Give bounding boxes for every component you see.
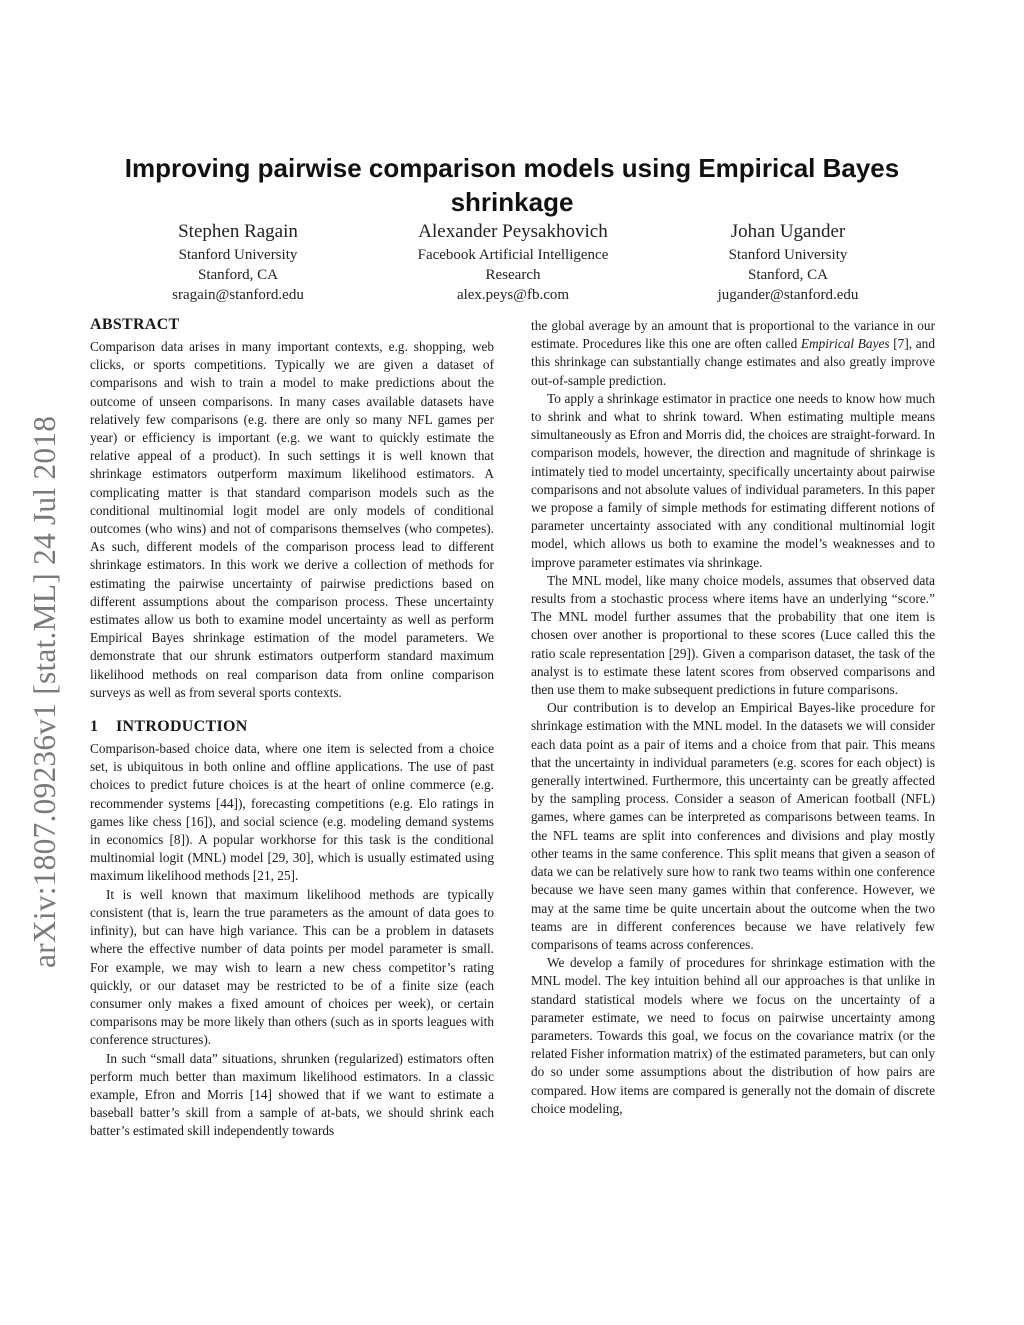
author-location: Stanford, CA — [748, 267, 828, 283]
right-paragraph-2: To apply a shrinkage estimator in practice one needs to know how much to shrink and what to shrink toward. When estimating multiple means simultaneously as Efron and Morris did, the choices are straight-forward. In comparison models, however, the direction and magnitude of shrinkage is intimately tied to model uncertainty, specifically uncertainty about pairwise comparisons and not absolute values of individual parameters. In this paper we propose a family of simple methods for estimating different notions of parameter uncertainty associated with any conditional multinomial logit model, which allows us both to examine the model’s weaknesses and to improve parameter estimates via shrinkage. — [531, 390, 935, 570]
section-number: 1 — [90, 718, 99, 736]
arxiv-stamp: arXiv:1807.09236v1 [stat.ML] 24 Jul 2018 — [27, 415, 62, 968]
author-affiliation: Stanford University — [178, 247, 298, 263]
author-email: alex.peys@fb.com — [456, 287, 570, 303]
author-block-2 — [392, 220, 634, 305]
right-paragraph-1 — [531, 317, 935, 390]
author-affiliation: Stanford University — [728, 247, 848, 263]
text-run: [7], and this shrinkage can substantially change estimates and also greatly improve out-of-sample prediction. — [531, 336, 935, 388]
author-name: Alexander Peysakhovich — [418, 221, 608, 242]
author-location: Stanford, CA — [198, 267, 278, 283]
author-name: Johan Ugander — [730, 221, 846, 242]
section-title: INTRODUCTION — [116, 718, 248, 736]
text-run: the global average by an amount that is proportional to the variance in our estimate. Procedures like this one are often called — [531, 318, 935, 352]
abstract-text: Comparison data arises in many important contexts, e.g. shopping, web clicks, or sports competitions. Typically we are given a dataset of comparisons and wish to train a model to make predictions about the outcome of unseen comparisons. In many cases available datasets have relatively few comparisons (e.g. there are only so many NFL games per year) or efficiency is important (e.g. we want to quickly estimate the relative appeal of a product). In such settings it is well known that shrinkage estimators outperform maximum likelihood estimators. A complicating matter is that standard comparison models such as the conditional multinomial logit model are only models of conditional outcomes (who wins) and not of comparisons themselves (who competes). As such, different models of the comparison process lead to different shrinkage estimators. In this work we derive a collection of methods for estimating the pairwise uncertainty of pairwise predictions based on different assumptions about the comparison process. These uncertainty estimates allow us both to examine model uncertainty as well as perform Empirical Bayes shrinkage estimation of the model parameters. We demonstrate that our shrunk estimators outperform standard maximum likelihood methods on real comparison data from online comparison surveys as well as from several sports contexts. — [90, 339, 494, 700]
paper-title: Improving pairwise comparison models using Empirical Bayes shrinkage — [124, 153, 900, 218]
right-paragraph-5: We develop a family of procedures for shrinkage estimation with the MNL model. The key intuition behind all our approaches is that unlike in standard statistical models where we focus on the uncertainty of a parameter estimate, we need to focus on pairwise uncertainty among parameters. Towards this goal, we focus on the covariance matrix (or the related Fisher information matrix) of the estimated parameters, but can only do so under some assumptions about the distribution of how pairs are compared. How items are compared is generally not the domain of discrete choice modeling, — [531, 955, 935, 1116]
author-email: jugander@stanford.edu — [717, 287, 859, 303]
author-block-3 — [672, 220, 904, 305]
intro-paragraph-2: It is well known that maximum likelihood methods are typically consistent (that is, learn the true parameters as the amount of data goes to infinity), but can have high variance. This can be a problem in datasets where the effective number of data points per model parameter is small. For example, we may wish to learn a new chess competitor’s rating quickly, or our dataset may be restricted to be of a finite size (each consumer only makes a fixed amount of choices per week), or certain comparisons may be more likely than others (such as in sports leagues with conference structures). — [90, 886, 494, 1048]
author-affiliation: Facebook Artificial Intelligence Research — [417, 247, 609, 283]
author-email: sragain@stanford.edu — [172, 287, 304, 303]
right-column — [531, 317, 935, 1118]
left-column — [90, 314, 494, 1141]
emphasis-run: Empirical Bayes — [800, 336, 890, 352]
abstract-heading: ABSTRACT — [90, 316, 180, 333]
intro-heading — [90, 716, 494, 738]
intro-paragraph-1: Comparison-based choice data, where one item is selected from a choice set, is ubiquitous in both online and offline applications. The use of past choices to predict future choices is at the heart of online commerce (e.g. recommender systems [44]), forecasting competitions (e.g. Elo ratings in games like chess [16]), and social science (e.g. modeling demand systems in economics [8]). A popular workhorse for this task is the conditional multinomial logit (MNL) model [29, 30], which is usually estimated using maximum likelihood methods [21, 25]. — [90, 741, 494, 884]
intro-paragraph-3: In such “small data” situations, shrunken (regularized) estimators often perform much better than maximum likelihood estimators. In a classic example, Efron and Morris [14] showed that if we want to estimate a baseball batter’s skill from a sample of at-bats, we should shrink each batter’s estimated skill independently towards — [90, 1050, 494, 1139]
right-paragraph-4: Our contribution is to develop an Empirical Bayes-like procedure for shrinkage estimation with the MNL model. In the datasets we will consider each data point as a pair of items and a choice from that pair. This means that the uncertainty in individual parameters (e.g. scores for each object) is generally intertwined. Furthermore, this uncertainty can be greatly affected by the sampling process. Consider a season of American football (NFL) games, where games can be interpreted as comparisons between teams. In the NFL teams are split into conferences and divisions and play mostly other teams in the same conference. This split means that given a season of data we can be relatively sure how to rank two teams within one conference because we have seen many games within that conference. However, we may at the same time be quite uncertain about the outcome when the two teams are in different conferences because we have relatively few comparisons of teams across conferences. — [531, 700, 935, 952]
author-block-1 — [128, 220, 348, 305]
author-name: Stephen Ragain — [178, 221, 298, 242]
right-paragraph-3: The MNL model, like many choice models, assumes that observed data results from a stochastic process where items have an underlying “score.” The MNL model further assumes that the probability that one item is chosen over another is proportional to these scores (Luce called this the ratio scale representation [29]). Given a comparison dataset, the task of the analyst is to estimate these latent scores from observed comparisons and then use them to make subsequent predictions in future comparisons. — [531, 572, 935, 698]
